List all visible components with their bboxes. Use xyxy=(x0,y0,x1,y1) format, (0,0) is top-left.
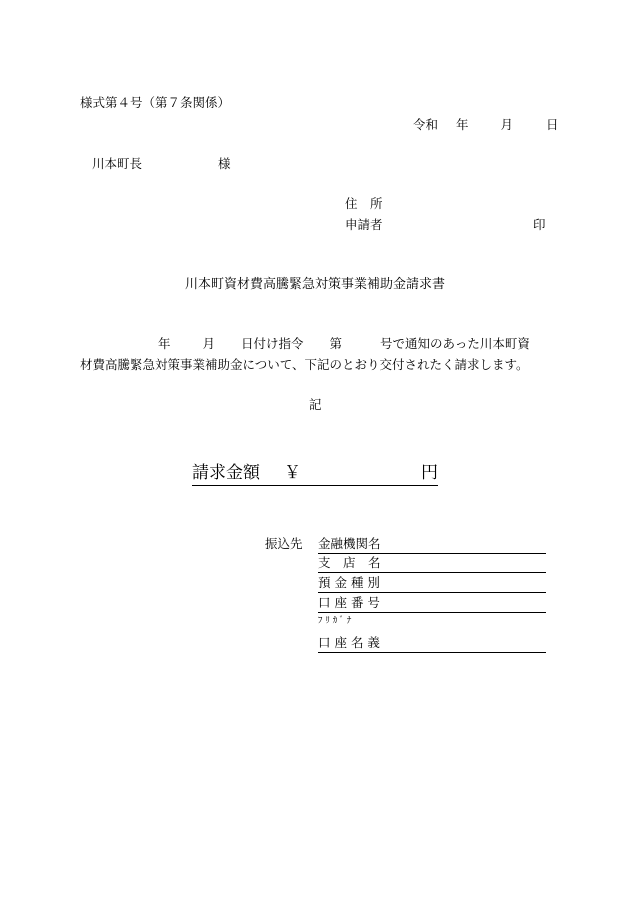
deposit-type-field: 預 金 種 別 xyxy=(318,577,546,593)
body-dai: 第 xyxy=(329,336,343,351)
date-month: 月 xyxy=(500,117,514,132)
request-amount xyxy=(192,465,438,486)
date-day: 日 xyxy=(546,117,559,132)
body-year: 年 xyxy=(158,336,171,351)
seal-mark: 印 xyxy=(533,217,546,232)
account-number-field: 口 座 番 号 xyxy=(318,597,546,613)
date-year: 年 xyxy=(456,117,469,132)
furigana-label: ﾌ ﾘ ｶ ﾞ ﾅ xyxy=(318,616,352,626)
bank-name-field: 金融機関名 xyxy=(318,538,546,554)
body-month: 月 xyxy=(202,336,216,351)
applicant-label: 申請者 xyxy=(345,217,383,232)
body-rest: 号で通知のあった川本町資 xyxy=(380,336,530,351)
body-line-1 xyxy=(158,338,530,351)
account-holder-field: 口 座 名 義 xyxy=(318,637,546,653)
body-day: 日付け指令 xyxy=(241,336,304,351)
date-era: 令和 xyxy=(413,117,439,132)
addressee-name: 川本町長 xyxy=(92,156,143,171)
address-label: 住 所 xyxy=(345,196,383,211)
addressee-honorific: 様 xyxy=(218,156,231,171)
branch-name-field: 支 店 名 xyxy=(318,557,546,573)
amount-label: 請求金額 xyxy=(192,463,260,483)
document-title: 川本町資材費高騰緊急対策事業補助金請求書 xyxy=(184,277,445,292)
yen-sign: ￥ xyxy=(284,463,301,483)
ki-heading: 記 xyxy=(309,397,322,412)
date-line xyxy=(413,119,559,132)
amount-unit: 円 xyxy=(421,463,438,483)
body-line-2: 材費高騰緊急対策事業補助金について、下記のとおり交付されたく請求します。 xyxy=(80,357,529,372)
form-number: 様式第４号（第７条関係） xyxy=(80,95,231,110)
transfer-destination-heading: 振込先 xyxy=(265,536,303,551)
addressee xyxy=(92,158,231,171)
